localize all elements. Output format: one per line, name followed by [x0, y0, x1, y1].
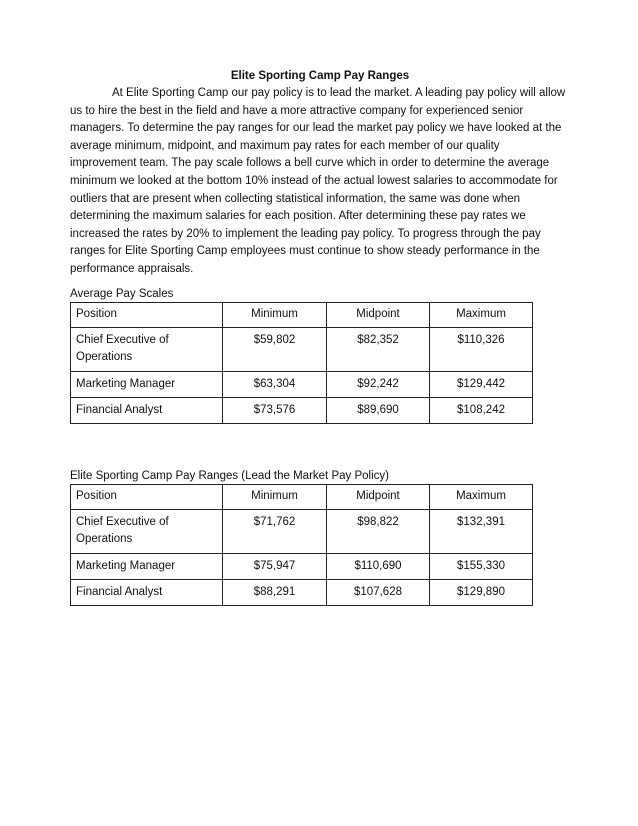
- header-minimum: Minimum: [223, 303, 327, 328]
- cell-minimum: $63,304: [223, 372, 327, 398]
- table-header-row: [71, 303, 533, 328]
- table-row: [71, 510, 533, 554]
- cell-maximum: $110,326: [430, 328, 533, 372]
- cell-midpoint: $107,628: [327, 580, 430, 606]
- cell-position: Marketing Manager: [71, 554, 223, 580]
- cell-midpoint: $92,242: [327, 372, 430, 398]
- cell-maximum: $132,391: [430, 510, 533, 554]
- header-maximum: Maximum: [430, 303, 533, 328]
- header-midpoint: Midpoint: [327, 485, 430, 510]
- table-row: [71, 372, 533, 398]
- cell-minimum: $75,947: [223, 554, 327, 580]
- cell-position: Financial Analyst: [71, 580, 223, 606]
- document-title: Elite Sporting Camp Pay Ranges: [230, 70, 410, 82]
- header-maximum: Maximum: [430, 485, 533, 510]
- cell-maximum: $155,330: [430, 554, 533, 580]
- cell-midpoint: $82,352: [327, 328, 430, 372]
- cell-maximum: $129,442: [430, 372, 533, 398]
- cell-minimum: $71,762: [223, 510, 327, 554]
- cell-midpoint: $89,690: [327, 398, 430, 424]
- table-caption: Average Pay Scales: [70, 288, 174, 300]
- cell-maximum: $129,890: [430, 580, 533, 606]
- cell-midpoint: $110,690: [327, 554, 430, 580]
- cell-position: Marketing Manager: [71, 372, 223, 398]
- table-row: [71, 398, 533, 424]
- average-pay-scales-section: [70, 286, 533, 424]
- header-minimum: Minimum: [223, 485, 327, 510]
- table-header-row: [71, 485, 533, 510]
- table-caption: Elite Sporting Camp Pay Ranges (Lead the Market Pay Policy): [70, 470, 389, 482]
- pay-ranges-section: [70, 468, 533, 606]
- cell-minimum: $59,802: [223, 328, 327, 372]
- cell-position: Chief Executive of Operations: [71, 510, 223, 554]
- intro-paragraph: At Elite Sporting Camp our pay policy is to lead the market. A leading pay policy will allow us to hire the best in the field and have a more attractive company for experienced senior managers. To determine the pay ranges for our lead the market pay policy we have looked at the average minimum, midpoint, and maximum pay rates for each member of our quality improvement team. The pay scale follows a bell curve which in order to determine the average minimum we looked at the bottom 10% instead of the actual lowest salaries to accommodate for outliers that are present when collecting statistical information, the same was done when determining the maximum salaries for each position. After determining these pay rates we increased the rates by 20% to implement the leading pay policy. To progress through the pay ranges for Elite Sporting Camp employees must continue to show steady performance in the performance appraisals.: [70, 87, 566, 275]
- cell-minimum: $73,576: [223, 398, 327, 424]
- cell-maximum: $108,242: [430, 398, 533, 424]
- table-row: [71, 328, 533, 372]
- pay-ranges-table: [70, 484, 533, 606]
- header-position: Position: [71, 303, 223, 328]
- table-row: [71, 554, 533, 580]
- document-body: [70, 68, 570, 279]
- cell-position: Chief Executive of Operations: [71, 328, 223, 372]
- cell-midpoint: $98,822: [327, 510, 430, 554]
- header-midpoint: Midpoint: [327, 303, 430, 328]
- average-pay-scales-table: [70, 302, 533, 424]
- cell-position: Financial Analyst: [71, 398, 223, 424]
- table-row: [71, 580, 533, 606]
- header-position: Position: [71, 485, 223, 510]
- cell-minimum: $88,291: [223, 580, 327, 606]
